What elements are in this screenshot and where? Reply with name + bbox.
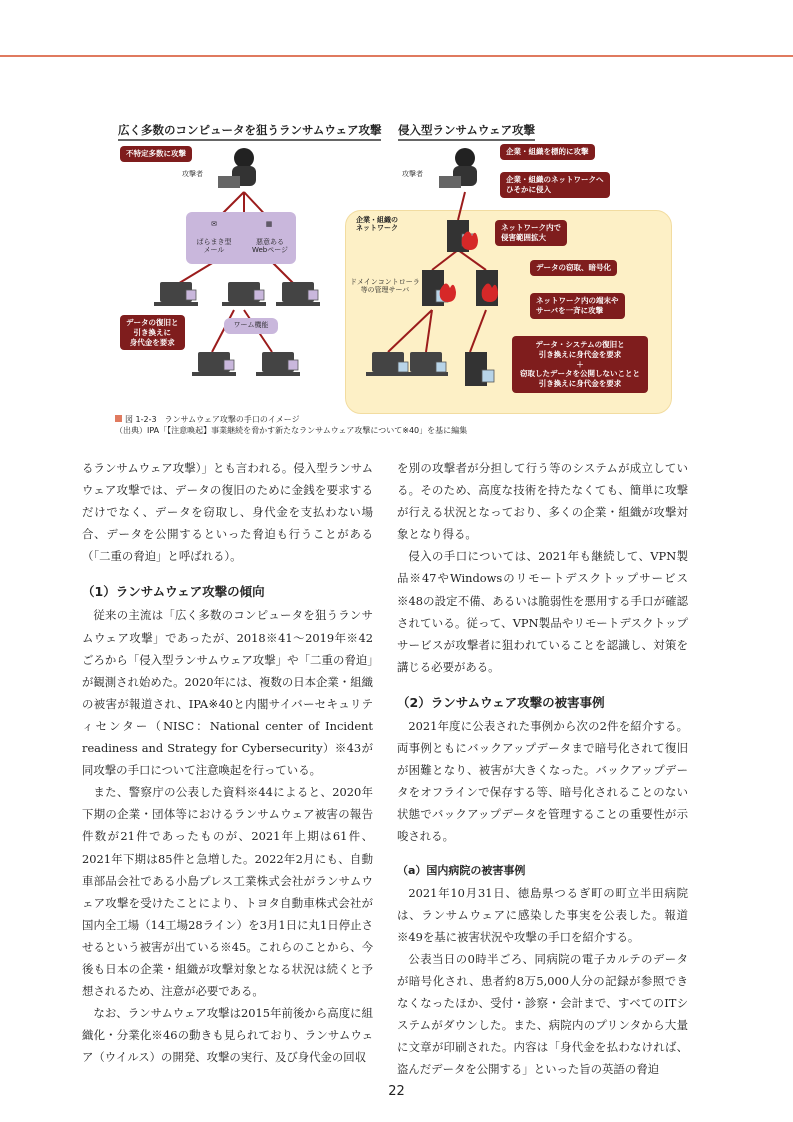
attacker-icon-right: [439, 148, 477, 188]
right-column: [397, 457, 688, 1080]
subsection-heading: （a）国内病院の被害事例: [397, 863, 526, 877]
mail-label: ばらまき型 メール: [196, 238, 232, 255]
caption-source: （出典）IPA「【注意喚起】事業継続を脅かす新たなランサムウェア攻撃について※40」を基に編集: [115, 425, 468, 435]
page-number: 22: [388, 1084, 405, 1099]
callout-ransom-left: データの復旧と 引き換えに 身代金を要求: [120, 315, 185, 350]
figure-caption: [115, 415, 467, 437]
attacker-label: 攻撃者: [182, 170, 203, 178]
worm-label: ワーム機能: [233, 321, 269, 329]
paragraph: を別の攻撃者が分担して行う等のシステムが成立している。そのため、高度な技術を持たなくても、簡単に攻撃が行える状況となっており、多くの企業・組織が攻撃対象となり得る。: [397, 461, 688, 542]
callout-targeted-attack: 企業・組織を標的に攻撃: [500, 144, 595, 160]
callout-double-extortion: データ・システムの復旧と 引き換えに身代金を要求 ＋ 窃取したデータを公開しないことと 引き換えに身代金を要求: [512, 336, 648, 393]
paragraph: なお、ランサムウェア攻撃は2015年前後から高度に組織化・分業化※46の動きも見られており、ランサムウェア（ウイルス）の開発、攻撃の実行、及び身代金の回収: [82, 1006, 373, 1065]
callout-target-untargeted: 不特定多数に攻撃: [120, 146, 192, 162]
caption-title: 図 1-2-3 ランサムウェア攻撃の手口のイメージ: [125, 415, 300, 424]
paragraph: 侵入の手口については、2021年も継続して、VPN製品※47やWindowsのリモートデスクトップサービス※48の設定不備、あるいは脆弱性を悪用する手口が確認されている。従って、VPN製品やリモートデスクトップサービスが攻撃者に狙われていることを認識し、対策を講じる必要がある。: [397, 549, 688, 674]
figure-diagram: [0, 0, 793, 420]
paragraph: 2021年10月31日、徳島県つるぎ町の町立半田病院は、ランサムウェアに感染した事実を公表した。報道※49を基に被害状況や攻撃の手口を紹介する。: [397, 885, 688, 944]
paragraph: 公表当日の0時半ごろ、同病院の電子カルテのデータが暗号化され、患者約8万5,000人分の記録が参照できなくなったほか、受付・診察・会計まで、すべてのITシステムがダウンした。また、病院内のプリンタから大量に文章が印刷された。内容は「身代金を払わなければ、盗んだデータを公開する」といった旨の英語の脅迫: [397, 951, 688, 1077]
paragraph: 従来の主流は「広く多数のコンピュータを狙うランサムウェア攻撃」であったが、2018※41～2019年※42ごろから「侵入型ランサムウェア攻撃」や「二重の脅迫」が観測され始めた。2020年には、複数の日本企業・組織の被害が報道され、IPA※40と内閣サイバーセキュリティセンター（NISC：National center of Incident readiness and Strategy for Cybersecurity）※43が同攻撃の手口について注意喚起を行っている。: [82, 608, 373, 778]
paragraph: また、警察庁の公表した資料※44によると、2020年下期の企業・団体等におけるランサムウェア被害の報告件数が21件であったものが、2021年上期は61件、2021年下期は85件と急増した。2022年2月にも、自動車部品会社である小島プレス工業株式会社がランサムウェア攻撃を受けたことにより、トヨタ自動車株式会社が国内全工場（14工場28ライン）を3月1日に丸1日停止させるという被害が出ている※45。これらのことから、今後も日本の企業・組織が攻撃対象となる状況は続くと予想されるため、注意が必要である。: [82, 785, 373, 999]
left-column: [82, 457, 373, 1068]
callout-lateral-spread: ネットワーク内で 侵害範囲拡大: [495, 220, 567, 246]
web-label: 悪意ある Webページ: [251, 238, 289, 255]
callout-mass-attack: ネットワーク内の端末や サーバを一斉に攻撃: [530, 293, 625, 319]
attacker-icon: [218, 148, 256, 188]
paragraph: るランサムウェア攻撃）」とも言われる。侵入型ランサムウェア攻撃では、データの復旧のために金銭を要求するだけでなく、データを窃取し、身代金を支払わない場合、データを公開するといった脅迫も行うことがある（「二重の脅迫」と呼ばれる）。: [82, 461, 373, 564]
section-heading: （1）ランサムウェア攻撃の傾向: [82, 584, 265, 600]
callout-intrusion: 企業・組織のネットワークへ ひそかに侵入: [500, 172, 610, 198]
network-label: 企業・組織の ネットワーク: [356, 216, 398, 233]
figure-right-title: 侵入型ランサムウェア攻撃: [398, 123, 535, 137]
mail-icon: ✉: [211, 220, 217, 228]
paragraph: 2021年度に公表された事例から次の2件を紹介する。両事例ともにバックアップデータまで暗号化されて復旧が困難となり、被害が大きくなった。バックアップデータをオフラインで保存する等、暗号化されることのない状態でバックアップデータを管理することの重要性が示唆される。: [397, 718, 688, 844]
figure-left-title: 広く多数のコンピュータを狙うランサムウェア攻撃: [118, 123, 382, 137]
section-heading: （2）ランサムウェア攻撃の被害事例: [397, 694, 605, 710]
attacker-label-right: 攻撃者: [402, 170, 423, 178]
caption-marker: [115, 415, 122, 422]
web-page-icon: ▦: [265, 220, 273, 228]
domain-controller-label: ドメインコントローラ 等の管理サーバ: [350, 278, 420, 295]
callout-exfiltration: データの窃取、暗号化: [530, 260, 617, 276]
